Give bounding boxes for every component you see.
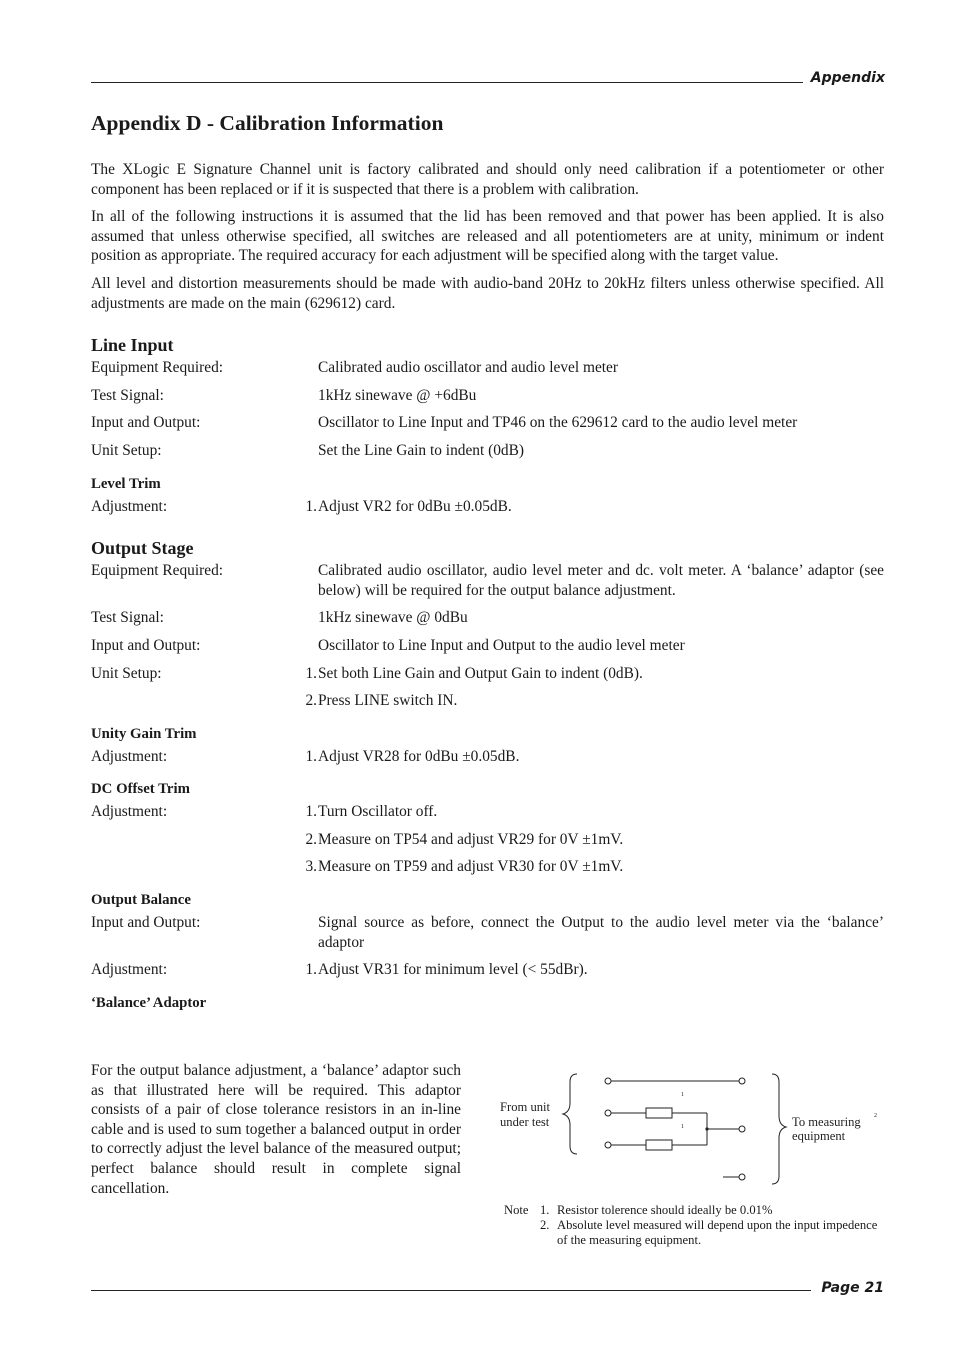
resistor-2	[646, 1140, 672, 1150]
spec-step-number	[281, 913, 318, 952]
unity-gain-trim-rows	[91, 747, 884, 767]
note-row	[504, 1203, 884, 1218]
intro-paragraph-1: The XLogic E Signature Channel unit is factory calibrated and should only need calibration if a potentiometer or other component has been replaced or if it is suspected that there is a problem with calibration.	[91, 161, 884, 198]
spec-value: 1kHz sinewave @ 0dBu	[318, 609, 468, 627]
terminal-left-top	[605, 1078, 611, 1084]
to-measuring-label: To measuring	[792, 1115, 861, 1129]
intro-paragraph-2: In all of the following instructions it is assumed that the lid has been removed and that power has been applied. It is also assumed that unless otherwise specified, all switches are released and all potentiometers are at unity, minimum or indent position as appropriate. The required accuracy for each adjustment will be specified along with the target value.	[91, 208, 884, 265]
spec-step-number	[281, 561, 318, 600]
diagram-notes	[504, 1203, 884, 1248]
dc-offset-trim-heading: DC Offset Trim	[91, 781, 190, 798]
output-balance-heading: Output Balance	[91, 892, 191, 909]
resistor-1-mark: 1	[681, 1092, 684, 1098]
line-input-rows	[91, 358, 884, 460]
dc-offset-trim-rows	[91, 802, 884, 877]
spec-row	[91, 636, 884, 656]
left-brace	[563, 1074, 577, 1154]
page-content	[91, 108, 884, 1016]
spec-label	[91, 830, 281, 850]
spec-label: Adjustment:	[91, 497, 168, 515]
spec-row	[91, 413, 884, 433]
spec-step-number: 1.	[305, 803, 317, 821]
note-number: 2.	[540, 1218, 550, 1232]
spec-value: Oscillator to Line Input and Output to the audio level meter	[318, 636, 685, 654]
level-trim-rows	[91, 497, 884, 517]
spec-row	[91, 608, 884, 628]
page-title: Appendix D - Calibration Information	[91, 111, 444, 135]
spec-row	[91, 747, 884, 767]
spec-label: Adjustment:	[91, 803, 168, 821]
spec-value: Calibrated audio oscillator, audio level meter and dc. volt meter. A ‘balance’ adaptor (see below) will be required for the output balance adjustment.	[318, 562, 884, 599]
spec-label: Equipment Required:	[91, 562, 224, 580]
footer-rule	[91, 1290, 811, 1291]
spec-row	[91, 664, 884, 684]
note-number: 1.	[540, 1203, 550, 1217]
spec-row	[91, 441, 884, 461]
spec-value: Oscillator to Line Input and TP46 on the 629612 card to the audio level meter	[318, 414, 798, 432]
spec-label: Unit Setup:	[91, 664, 162, 682]
balance-adaptor-heading: ‘Balance’ Adaptor	[91, 994, 207, 1011]
spec-label: Input and Output:	[91, 636, 201, 654]
spec-value: Set the Line Gain to indent (0dB)	[318, 441, 525, 459]
spec-label: Unit Setup:	[91, 441, 162, 459]
spec-row	[91, 561, 884, 600]
spec-row	[91, 386, 884, 406]
terminal-right-mid	[739, 1126, 745, 1132]
spec-row	[91, 960, 884, 980]
output-stage-heading: Output Stage	[91, 538, 194, 559]
terminal-right-bot	[739, 1174, 745, 1180]
spec-value: Calibrated audio oscillator and audio level meter	[318, 359, 619, 377]
spec-step-number: 1.	[305, 497, 317, 515]
spec-step-number	[281, 386, 318, 406]
spec-row	[91, 802, 884, 822]
spec-step-number: 2.	[305, 830, 317, 848]
terminal-left-bot	[605, 1142, 611, 1148]
spec-step-number: 1.	[305, 664, 317, 682]
page-number: Page 21	[821, 1280, 884, 1296]
spec-row	[91, 497, 884, 517]
spec-row	[91, 913, 884, 952]
spec-value: Measure on TP54 and adjust VR29 for 0V ±1mV.	[318, 830, 624, 848]
spec-label	[91, 857, 281, 877]
spec-value: 1kHz sinewave @ +6dBu	[318, 386, 477, 404]
spec-label: Adjustment:	[91, 747, 168, 765]
spec-step-number: 2.	[305, 692, 317, 710]
terminal-left-mid	[605, 1110, 611, 1116]
spec-row	[91, 857, 884, 877]
output-balance-rows	[91, 913, 884, 980]
note-text: Resistor tolerence should ideally be 0.01%	[557, 1203, 773, 1217]
spec-label: Equipment Required:	[91, 359, 224, 377]
spec-label: Test Signal:	[91, 386, 164, 404]
spec-label: Adjustment:	[91, 961, 168, 979]
spec-value: Press LINE switch IN.	[318, 692, 458, 710]
spec-value: Set both Line Gain and Output Gain to indent (0dB).	[318, 664, 643, 682]
unity-gain-trim-heading: Unity Gain Trim	[91, 725, 197, 742]
to-measuring-sup: 2	[874, 1113, 877, 1119]
note-text: Absolute level measured will depend upon the input impedence of the measuring equipment.	[557, 1218, 878, 1247]
spec-step-number	[281, 608, 318, 628]
note-label: Note	[504, 1203, 529, 1217]
spec-step-number	[281, 413, 318, 433]
spec-value: Turn Oscillator off.	[318, 803, 438, 821]
resistor-1	[646, 1108, 672, 1118]
spec-label	[91, 691, 281, 711]
line-input-heading: Line Input	[91, 335, 174, 356]
spec-value: Measure on TP59 and adjust VR30 for 0V ±1mV.	[318, 858, 624, 876]
balance-adaptor-diagram	[495, 1066, 885, 1191]
spec-value: Adjust VR28 for 0dBu ±0.05dB.	[318, 747, 520, 765]
spec-label: Input and Output:	[91, 914, 201, 932]
note-row	[504, 1218, 884, 1248]
equipment-label: equipment	[792, 1129, 846, 1143]
intro-paragraph-3: All level and distortion measurements should be made with audio-band 20Hz to 20kHz filters unless otherwise specified. All adjustments are made on the main (629612) card.	[91, 274, 884, 312]
spec-step-number: 1.	[305, 961, 317, 979]
spec-step-number: 3.	[305, 858, 317, 876]
spec-value: Adjust VR31 for minimum level (< 55dBr).	[318, 961, 588, 979]
under-test-label: under test	[500, 1115, 550, 1129]
spec-step-number: 1.	[305, 747, 317, 765]
from-unit-label: From unit	[500, 1100, 551, 1114]
spec-row	[91, 691, 884, 711]
header-section-label: Appendix	[810, 70, 885, 86]
spec-step-number	[281, 441, 318, 461]
level-trim-heading: Level Trim	[91, 475, 161, 492]
spec-step-number	[281, 358, 318, 378]
terminal-right-top	[739, 1078, 745, 1084]
spec-label: Input and Output:	[91, 414, 201, 432]
spec-value: Adjust VR2 for 0dBu ±0.05dB.	[318, 497, 512, 515]
spec-row	[91, 830, 884, 850]
spec-step-number	[281, 636, 318, 656]
resistor-2-mark: 1	[681, 1124, 684, 1130]
balance-adaptor-text: For the output balance adjustment, a ‘balance’ adaptor such as that illustrated here will be required. This adaptor consists of a pair of close tolerance resistors in an in-line cable and is used to sum together a balanced output in order to correctly adjust the level balance of the measured output; perfect balance should result in complete signal cancellation.	[91, 1062, 461, 1197]
spec-label: Test Signal:	[91, 609, 164, 627]
output-stage-rows	[91, 561, 884, 711]
spec-row	[91, 358, 884, 378]
right-brace	[772, 1074, 786, 1184]
spec-value: Signal source as before, connect the Output to the audio level meter via the ‘balance’ adaptor	[318, 914, 884, 951]
header-rule	[91, 82, 803, 83]
